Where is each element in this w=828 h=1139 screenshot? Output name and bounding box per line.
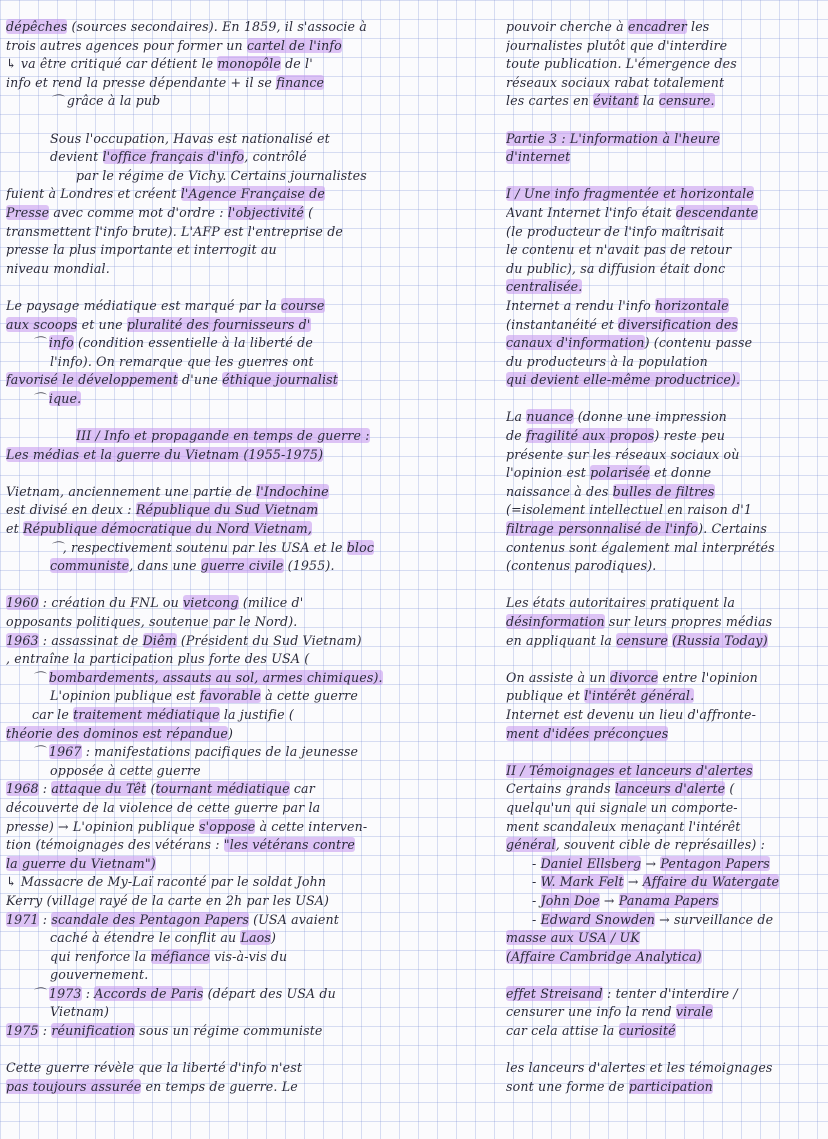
text-line: par le régime de Vichy. Certains journalistes — [76, 167, 367, 183]
highlighted-text: fragilité aux propos — [525, 428, 655, 444]
text-line: L'opinion publique est favorable à cette guerre — [50, 688, 358, 704]
highlighted-text: descendante — [675, 204, 759, 220]
blank-line — [506, 576, 822, 595]
highlighted-text: Pentagon Papers — [660, 855, 770, 871]
highlighted-text: (Russia Today) — [672, 632, 768, 648]
highlighted-text: Laos — [240, 930, 271, 946]
text-line: opposée à cette guerre — [50, 762, 201, 778]
blank-line — [506, 650, 822, 669]
text-line: effet Streisand : tenter d'interdire / — [506, 985, 738, 1001]
highlighted-text: l'objectivité — [227, 204, 304, 220]
text-line: ⌒ grâce à la pub — [50, 93, 161, 109]
highlighted-text: communiste — [50, 558, 130, 574]
text-line: Les états autoritaires pratiquent la — [506, 595, 736, 611]
text-line: de fragilité aux propos) reste peu — [506, 428, 725, 444]
highlighted-text: République du Sud Vietnam — [135, 502, 319, 518]
blank-line — [506, 966, 822, 985]
text-line: ment scandaleux menaçant l'intérêt — [506, 818, 741, 834]
highlighted-text: guerre civile — [200, 558, 284, 574]
text-line: (le producteur de l'info maîtrisait — [506, 223, 725, 239]
text-line: Le paysage médiatique est marqué par la course — [6, 297, 325, 313]
highlighted-text: 1968 — [6, 781, 39, 797]
highlighted-text: dépêches — [6, 19, 68, 34]
text-line: - John Doe → Panama Papers — [532, 892, 719, 908]
highlighted-text: méfiance — [150, 948, 210, 964]
highlighted-text: 1975 — [6, 1023, 39, 1039]
highlighted-text: d'internet — [506, 149, 571, 165]
highlighted-text: effet Streisand — [506, 985, 603, 1001]
blank-line — [6, 111, 480, 130]
highlighted-text: l'office français d'info — [102, 149, 245, 165]
highlighted-text: divorce — [610, 669, 659, 685]
highlighted-text: traitement médiatique — [73, 706, 220, 722]
highlighted-text: finance — [276, 74, 325, 90]
blank-line — [506, 1041, 822, 1060]
highlighted-text: bloc — [346, 539, 375, 555]
highlighted-text: nuance — [526, 409, 574, 425]
text-line: pouvoir cherche à encadrer les — [506, 19, 710, 34]
text-line: - Edward Snowden → surveillance de — [532, 911, 774, 927]
highlighted-text: République démocratique du Nord Vietnam, — [22, 521, 313, 537]
text-line: ⌒ 1967 : manifestations pacifiques de la jeunesse — [32, 744, 359, 760]
text-line: transmettent l'info brute). L'AFP est l'entreprise de — [6, 223, 344, 239]
highlighted-text: la guerre du Vietnam") — [6, 855, 156, 871]
highlighted-text: qui devient elle-même productrice). — [506, 372, 741, 388]
text-line: La nuance (donne une impression — [506, 409, 727, 425]
text-line: filtrage personnalisé de l'info). Certains — [506, 521, 768, 537]
text-line: communiste, dans une guerre civile (1955). — [50, 558, 335, 574]
text-line: Avant Internet l'info était descendante — [506, 204, 759, 220]
highlighted-text: l'intérêt général. — [584, 688, 695, 704]
right-column — [506, 18, 822, 1096]
highlighted-text: bombardements, assauts au sol, armes chimiques). — [48, 669, 383, 685]
highlighted-text: scandale des Pentagon Papers — [51, 911, 249, 927]
highlighted-text: W. Mark Felt — [540, 874, 624, 890]
highlighted-text: I / Une info fragmentée et horizontale — [506, 186, 754, 202]
text-line: presse) → L'opinion publique s'oppose à cette interven- — [6, 818, 368, 834]
highlighted-text: bulles de filtres — [612, 483, 715, 499]
blank-line — [506, 111, 822, 130]
text-line: Certains grands lanceurs d'alerte ( — [506, 781, 735, 797]
text-line: en appliquant la censure (Russia Today) — [506, 632, 768, 648]
text-line: les cartes en évitant la censure. — [506, 93, 715, 109]
highlighted-text: horizontale — [655, 297, 729, 313]
highlighted-text: Panama Papers — [618, 892, 719, 908]
text-line — [506, 185, 822, 204]
text-line: Sous l'occupation, Havas est nationalisé et — [50, 130, 330, 146]
highlighted-text: monopôle — [217, 56, 281, 72]
highlighted-text: tournant médiatique — [155, 781, 290, 797]
highlighted-text: pluralité des fournisseurs d' — [126, 316, 311, 332]
highlighted-text: évitant — [593, 93, 639, 109]
text-line: , entraîne la participation plus forte des USA ( — [6, 651, 310, 667]
highlighted-text: participation — [628, 1078, 713, 1094]
text-line: 1960 : création du FNL ou vietcong (milice d' — [6, 595, 304, 611]
text-line: car le traitement médiatique la justifie ( — [32, 706, 294, 722]
highlighted-text: encadrer — [627, 19, 687, 34]
text-line — [506, 725, 822, 744]
text-line: (instantanéité et diversification des — [506, 316, 739, 332]
highlighted-text: polarisée — [590, 465, 651, 481]
text-line: présente sur les réseaux sociaux où — [506, 446, 740, 462]
text-line: Internet a rendu l'info horizontale — [506, 297, 729, 313]
text-line: ⌒ 1973 : Accords de Paris (départ des USA du — [32, 985, 336, 1001]
highlighted-text: Affaire du Watergate — [642, 874, 780, 890]
highlighted-text: réunification — [51, 1023, 136, 1039]
text-line: ↳ Massacre de My-Laï raconté par le soldat John — [6, 874, 327, 890]
highlighted-text: Diêm — [142, 632, 177, 648]
text-line: Vietnam) — [50, 1004, 110, 1020]
highlighted-text: III / Info et propagande en temps de guerre : — [76, 428, 370, 444]
highlighted-text: lanceurs d'alerte — [614, 781, 726, 797]
highlighted-text: ique. — [48, 390, 82, 406]
text-line: les lanceurs d'alertes et les témoignages — [506, 1060, 773, 1076]
highlighted-text: II / Témoignages et lanceurs d'alertes — [506, 762, 753, 778]
highlighted-text: 1971 — [6, 911, 39, 927]
text-line: gouvernement. — [50, 967, 149, 983]
text-line: l'info). On remarque que les guerres ont — [50, 353, 314, 369]
text-line: Vietnam, anciennement une partie de l'Indochine — [6, 483, 329, 499]
text-line: publique et l'intérêt général. — [506, 688, 695, 704]
text-line: journalistes plutôt que d'interdire — [506, 37, 728, 53]
highlighted-text: ment d'idées préconçues — [506, 725, 669, 741]
blank-line — [506, 167, 822, 186]
text-line: On assiste à un divorce entre l'opinion — [506, 669, 758, 685]
highlighted-text: désinformation — [506, 614, 605, 629]
text-line: contenus sont également mal interprétés — [506, 539, 775, 555]
text-line: 1968 : attaque du Têt (tournant médiatique car — [6, 781, 315, 797]
highlighted-text: pas toujours assurée — [6, 1078, 142, 1094]
highlighted-text: canaux d'information — [506, 335, 645, 351]
blank-line — [6, 408, 480, 427]
text-line: Internet est devenu un lieu d'affronte- — [506, 706, 757, 722]
text-line: info et rend la presse dépendante + il se finance — [6, 74, 325, 90]
highlighted-text: attaque du Têt — [51, 781, 147, 797]
highlighted-text: filtrage personnalisé de l'info — [506, 521, 699, 537]
text-line: général, souvent cible de représailles) : — [506, 837, 765, 853]
text-line: découverte de la violence de cette guerre par la — [6, 799, 321, 815]
text-line: car cela attise la curiosité — [506, 1023, 676, 1039]
text-line — [506, 148, 822, 167]
text-line: ⌒, respectivement soutenu par les USA et le bloc — [50, 539, 375, 555]
text-line — [6, 427, 480, 446]
text-line: du producteurs à la population — [506, 353, 708, 369]
text-line — [506, 762, 822, 781]
highlighted-text: John Doe — [540, 892, 600, 908]
text-line: l'opinion est polarisée et donne — [506, 465, 712, 481]
highlighted-text: censure — [616, 632, 668, 648]
highlighted-text: info — [48, 335, 74, 351]
text-line: 1963 : assassinat de Diêm (Président du Sud Vietnam) — [6, 632, 362, 648]
left-column — [6, 18, 480, 1096]
text-line: qui renforce la méfiance vis-à-vis du — [50, 948, 288, 964]
text-line: naissance à des bulles de filtres — [506, 483, 715, 499]
text-line: du public), sa diffusion était donc — [506, 260, 726, 276]
highlighted-text: l'Agence Française de — [180, 186, 325, 202]
text-line: canaux d'information) (contenu passe — [506, 335, 753, 351]
text-line: ⌒ bombardements, assauts au sol, armes chimiques). — [32, 669, 383, 685]
text-line: trois autres agences pour former un cartel de l'info — [6, 37, 342, 53]
highlighted-text: cartel de l'info — [246, 37, 342, 53]
text-line: ⌒ info (condition essentielle à la liberté de — [32, 335, 313, 351]
text-line: opposants politiques, soutenue par le Nord). — [6, 614, 298, 629]
highlighted-text: masse aux USA / UK — [506, 930, 640, 946]
text-line: sont une forme de participation — [506, 1078, 713, 1094]
text-line: 1975 : réunification sous un régime communiste — [6, 1023, 323, 1039]
highlighted-text: vietcong — [183, 595, 239, 611]
text-line: devient l'office français d'info, contrôlé — [50, 149, 307, 165]
highlighted-text: Daniel Ellsberg — [540, 855, 642, 871]
text-line: caché à étendre le conflit au Laos) — [50, 930, 277, 946]
text-line: est divisé en deux : République du Sud Vietnam — [6, 502, 319, 518]
text-line: (=isolement intellectuel en raison d'1 — [506, 502, 752, 518]
highlighted-text: "les vétérans contre — [223, 837, 356, 853]
blank-line — [506, 390, 822, 409]
highlighted-text: s'oppose — [199, 818, 256, 834]
text-line: Presse avec comme mot d'ordre : l'objectivité ( — [6, 204, 314, 220]
blank-line — [6, 278, 480, 297]
highlighted-text: éthique journalist — [222, 372, 338, 388]
text-line: fuient à Londres et créent l'Agence Française de — [6, 186, 325, 202]
blank-line — [6, 464, 480, 483]
text-line: - Daniel Ellsberg → Pentagon Papers — [532, 855, 770, 871]
text-line: (contenus parodiques). — [506, 558, 657, 574]
text-line: presse la plus importante et interrogit au — [6, 242, 277, 258]
highlighted-text: favorisé le développement — [6, 372, 178, 388]
highlighted-text: général — [506, 837, 556, 853]
highlighted-text: Accords de Paris — [94, 985, 204, 1001]
text-line: aux scoops et une pluralité des fournisseurs d' — [6, 316, 311, 332]
highlighted-text: Partie 3 : L'information à l'heure — [506, 130, 720, 146]
text-line: le contenu et n'avait pas de retour — [506, 242, 732, 258]
highlighted-text: diversification des — [618, 316, 739, 332]
text-line: tion (témoignages des vétérans : "les vétérans contre — [6, 837, 356, 853]
highlighted-text: 1973 — [48, 985, 82, 1001]
text-line: toute publication. L'émergence des — [506, 56, 737, 72]
text-line: censurer une info la rend virale — [506, 1004, 713, 1020]
text-line: favorisé le développement d'une éthique journalist — [6, 372, 338, 388]
text-line: 1971 : scandale des Pentagon Papers (USA avaient — [6, 911, 339, 927]
highlighted-text: Edward Snowden — [540, 911, 656, 927]
highlighted-text: curiosité — [618, 1023, 676, 1039]
text-line — [506, 130, 822, 149]
highlighted-text: Presse — [6, 204, 50, 220]
text-line — [506, 278, 822, 297]
highlighted-text: censure. — [658, 93, 715, 109]
text-line: réseaux sociaux rabat totalement — [506, 74, 725, 90]
text-line: quelqu'un qui signale un comporte- — [506, 799, 738, 815]
text-line — [506, 948, 822, 967]
text-line: ⌒ ique. — [32, 390, 82, 406]
blank-line — [6, 576, 480, 595]
highlighted-text: aux scoops — [6, 316, 78, 332]
highlighted-text: Les médias et la guerre du Vietnam (1955-1975) — [6, 446, 324, 462]
highlighted-text: centralisée. — [506, 279, 583, 295]
highlighted-text: l'Indochine — [256, 483, 329, 499]
text-line: désinformation sur leurs propres médias — [506, 614, 773, 629]
text-line: dépêches (sources secondaires). En 1859, il s'associe à — [6, 19, 367, 34]
highlighted-text: 1967 — [48, 744, 82, 760]
blank-line — [6, 1041, 480, 1060]
highlighted-text: théorie des dominos est répandue — [6, 725, 229, 741]
text-line: Kerry (village rayé de la carte en 2h par les USA) — [6, 892, 330, 908]
highlighted-text: course — [280, 297, 325, 313]
text-line — [506, 371, 822, 390]
highlighted-text: favorable — [199, 688, 261, 704]
text-line — [6, 446, 480, 465]
text-line: pas toujours assurée en temps de guerre. Le — [6, 1078, 298, 1094]
highlighted-text: virale — [675, 1004, 713, 1020]
highlighted-text: 1960 — [6, 595, 39, 611]
text-line: - W. Mark Felt → Affaire du Watergate — [532, 874, 780, 890]
text-line: théorie des dominos est répandue) — [6, 725, 234, 741]
highlighted-text: 1963 — [6, 632, 39, 648]
highlighted-text: (Affaire Cambridge Analytica) — [506, 948, 702, 964]
text-line: niveau mondial. — [6, 260, 110, 276]
text-line — [6, 855, 480, 874]
text-line: Cette guerre révèle que la liberté d'info n'est — [6, 1060, 303, 1076]
text-line: ↳ va être critiqué car détient le monopôle de l' — [6, 56, 313, 72]
text-line — [506, 929, 822, 948]
text-line: et République démocratique du Nord Vietnam, — [6, 521, 313, 537]
blank-line — [506, 743, 822, 762]
